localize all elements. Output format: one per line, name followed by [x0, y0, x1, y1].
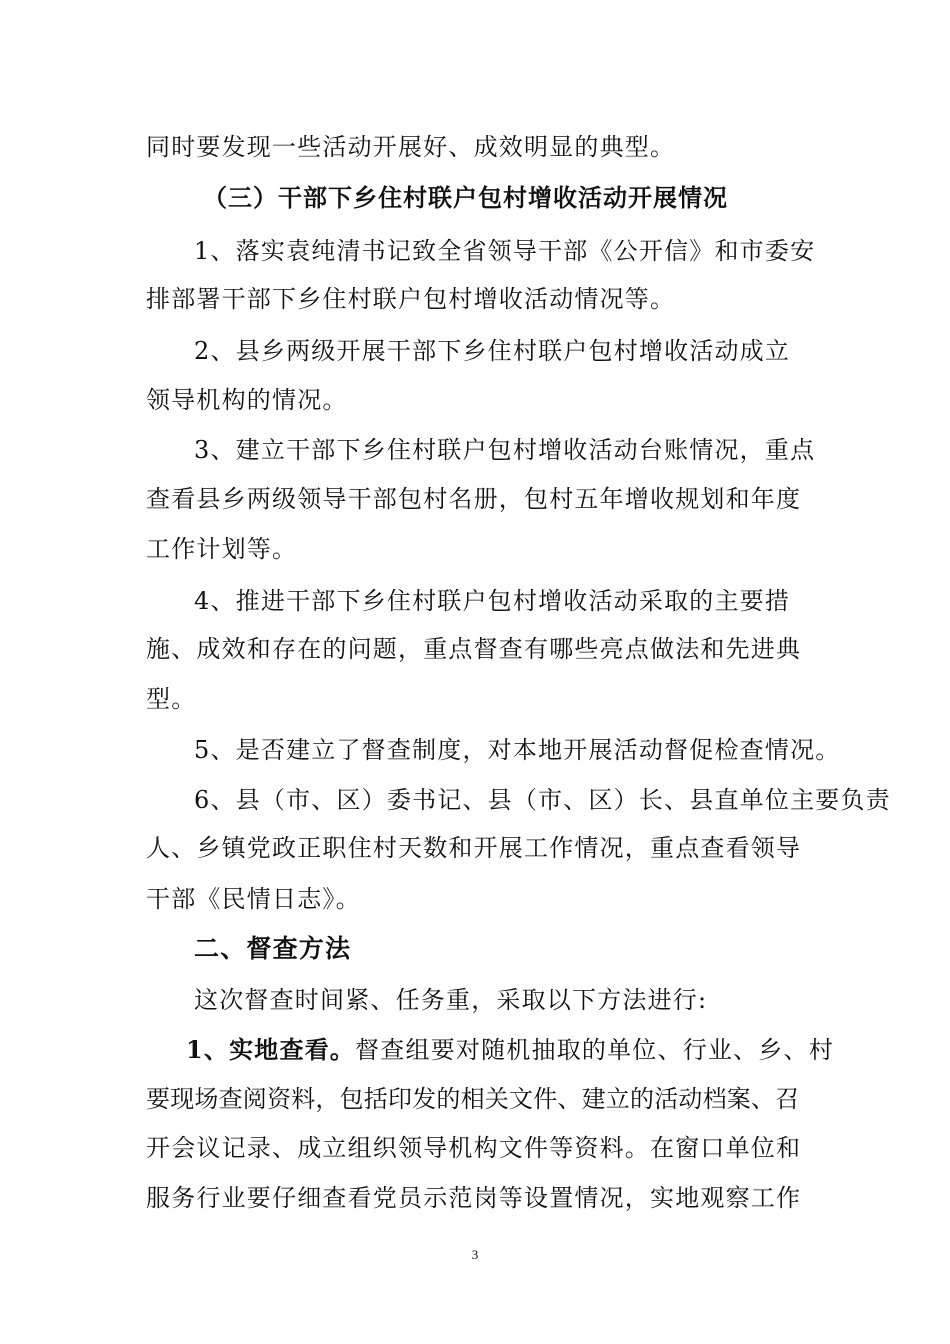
text-line: 排部署干部下乡住村联户包村增收活动情况等。 [146, 285, 676, 313]
text-line: 开会议记录、成立组织领导机构文件等资料。在窗口单位和 [146, 1134, 802, 1162]
lead-continuation: 督查组要对随机抽取的单位、行业、乡、村 [355, 1036, 834, 1064]
text-line: 同时要发现一些活动开展好、成效明显的典型。 [146, 133, 676, 161]
text-line: 干部《民情日志》。 [146, 885, 361, 913]
text-line: 服务行业要仔细查看党员示范岗等设置情况，实地观察工作 [146, 1184, 802, 1212]
text-line: 领导机构的情况。 [146, 386, 348, 414]
text-line: 3、建立干部下乡住村联户包村增收活动台账情况，重点 [194, 436, 816, 464]
text-line: 2、县乡两级开展干部下乡住村联户包村增收活动成立 [194, 337, 791, 365]
text-line: 施、成效和存在的问题，重点督查有哪些亮点做法和先进典 [146, 635, 802, 663]
page-number: 3 [471, 1247, 479, 1262]
text-line: 6、县（市、区）委书记、县（市、区）长、县直单位主要负责 [194, 786, 891, 814]
bold-lead: 1、实地查看。 [186, 1035, 356, 1064]
text-line: 要现场查阅资料，包括印发的相关文件、建立的活动档案、召 [146, 1085, 800, 1113]
text-line: 查看县乡两级领导干部包村名册，包村五年增收规划和年度 [146, 485, 802, 513]
text-line: 5、是否建立了督查制度，对本地开展活动督促检查情况。 [194, 736, 841, 764]
section-heading-3: （三）干部下乡住村联户包村增收活动开展情况 [203, 184, 728, 212]
text-line: 工作计划等。 [146, 535, 298, 563]
text-line: 型。 [146, 685, 197, 713]
text-line [186, 1033, 834, 1067]
text-line: 这次督查时间紧、任务重，采取以下方法进行: [194, 986, 708, 1014]
section-heading-2: 二、督查方法 [194, 934, 352, 963]
text-line: 人、乡镇党政正职住村天数和开展工作情况，重点查看领导 [146, 834, 802, 862]
text-line: 1、落实袁纯清书记致全省领导干部《公开信》和市委安 [194, 237, 816, 265]
text-line: 4、推进干部下乡住村联户包村增收活动采取的主要措 [194, 587, 791, 615]
